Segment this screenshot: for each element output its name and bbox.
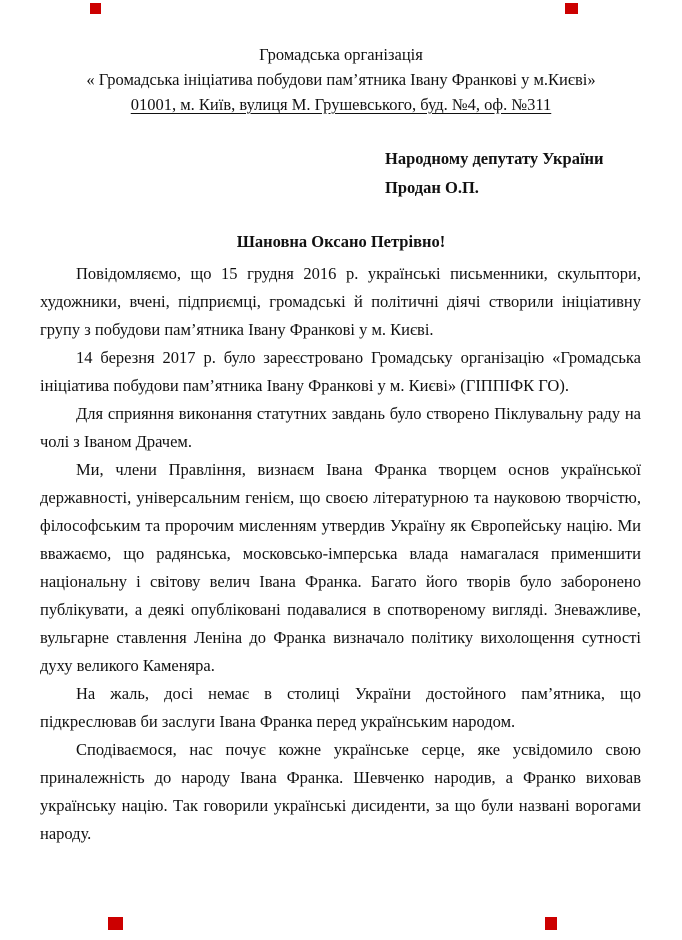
- salutation: Шановна Оксано Петрівно!: [236, 232, 446, 251]
- paragraph: Ми, члени Правління, визнаєм Івана Франка творцем основ української державності, універсальним генієм, що своєю літературною та науковою творчістю, філософським та пророчим мисленням утвердив Україну як Європейську націю. Ми вважаємо, що радянська, московсько-імперська влада намагалася применшити національну і світову велич Івана Франка. Багато його творів було заборонено публікувати, а деякі опубліковані подавалися в спотвореному вигляді. Зневажливе, вульгарне ставлення Леніна до Франка визначало політику вихолощення сутності духу великого Каменяра.: [40, 460, 641, 675]
- addressee-title: Народному депутату України: [385, 149, 604, 168]
- red-corner-mark: [108, 917, 123, 930]
- addressee-block: [385, 144, 682, 202]
- red-corner-mark: [545, 917, 557, 930]
- org-name: Громадська організація: [259, 45, 423, 64]
- letterhead: [0, 42, 682, 117]
- letter-body: [40, 260, 641, 848]
- org-address: 01001, м. Київ, вулиця М. Грушевського, буд. №4, оф. №311: [130, 95, 552, 114]
- paragraph: Повідомляємо, що 15 грудня 2016 р. українські письменники, скульптори, художники, вчені, підприємці, громадські й політичні діячі створили ініціативну групу з побудови пам’ятника Івану Франкові у м. Києві.: [40, 264, 641, 339]
- red-corner-mark: [565, 3, 578, 14]
- org-full-name: « Громадська ініціатива побудови пам’ятника Івану Франкові у м.Києві»: [86, 70, 596, 89]
- paragraph: Для сприяння виконання статутних завдань було створено Піклувальну раду на чолі з Іваном Драчем.: [40, 404, 641, 451]
- paragraph: Сподіваємося, нас почує кожне українське серце, яке усвідомило свою приналежність до народу Івана Франка. Шевченко народив, а Франко виховав українську націю. Так говорили українські дисиденти, за що були названі ворогами народу.: [40, 740, 641, 843]
- addressee-name: Продан О.П.: [385, 178, 479, 197]
- paragraph: 14 березня 2017 р. було зареєстровано Громадську організацію «Громадська ініціатива побудови пам’ятника Івану Франкові у м. Києві» (ГІППІФК ГО).: [40, 348, 641, 395]
- red-corner-mark: [90, 3, 101, 14]
- paragraph: На жаль, досі немає в столиці України достойного пам’ятника, що підкреслював би заслуги Івана Франка перед українським народом.: [40, 684, 641, 731]
